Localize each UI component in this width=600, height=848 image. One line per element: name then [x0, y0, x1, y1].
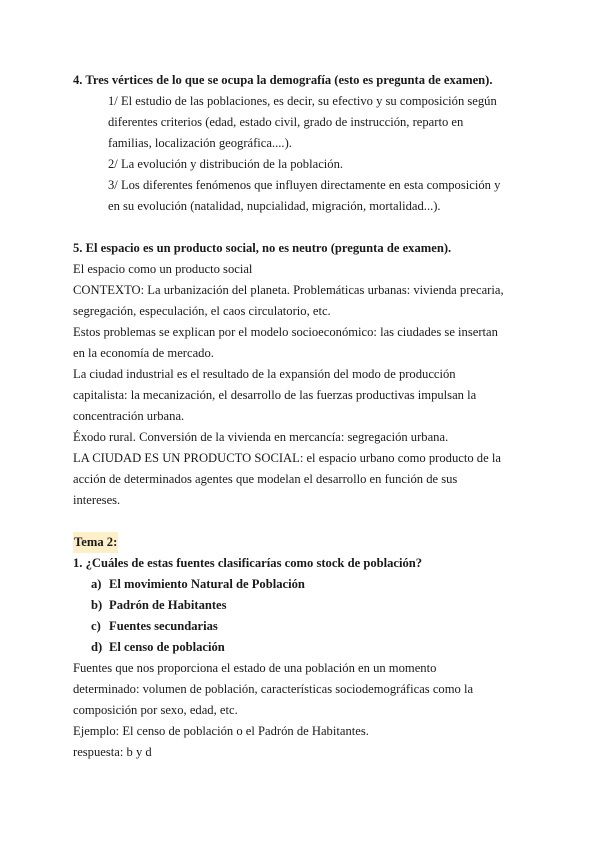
section-4-line: diferentes criterios (edad, estado civil, grado de instrucción, reparto en	[108, 115, 464, 129]
tema-2-answer: respuesta: b y d	[73, 745, 152, 759]
tema-2-question: 1. ¿Cuáles de estas fuentes clasificarías como stock de población?	[73, 556, 423, 570]
option-letter: d)	[91, 640, 103, 654]
section-5-line: intereses.	[73, 493, 121, 507]
section-5-line: Estos problemas se explican por el modelo socioeconómico: las ciudades se insertan	[73, 325, 498, 339]
section-5-line: capitalista: la mecanización, el desarrollo de las fuerzas productivas impulsan la	[73, 388, 477, 402]
document-page	[73, 70, 543, 763]
option-letter: c)	[91, 619, 101, 633]
answer-option-a	[73, 574, 543, 595]
section-5-line: El espacio como un producto social	[73, 262, 253, 276]
section-4-line: familias, localización geográfica....).	[108, 136, 292, 150]
answer-option-d	[73, 637, 543, 658]
section-4-line: 2/ La evolución y distribución de la población.	[108, 157, 344, 171]
section-5-line: concentración urbana.	[73, 409, 185, 423]
section-5-line: Éxodo rural. Conversión de la vivienda en mercancía: segregación urbana.	[73, 430, 449, 444]
tema-2-line: Ejemplo: El censo de población o el Padrón de Habitantes.	[73, 724, 369, 738]
tema-2-line: determinado: volumen de población, características sociodemográficas como la	[73, 682, 474, 696]
section-4-line: en su evolución (natalidad, nupcialidad, migración, mortalidad...).	[108, 199, 441, 213]
option-letter: b)	[91, 598, 103, 612]
answer-option-c	[73, 616, 543, 637]
section-4-line: 3/ Los diferentes fenómenos que influyen directamente en esta composición y	[108, 178, 501, 192]
section-5-line: acción de determinados agentes que modelan el desarrollo en función de sus	[73, 472, 458, 486]
section-5-line: La ciudad industrial es el resultado de la expansión del modo de producción	[73, 367, 456, 381]
tema-2-line: Fuentes que nos proporciona el estado de una población en un momento	[73, 661, 437, 675]
section-5-line: CONTEXTO: La urbanización del planeta. Problemáticas urbanas: vivienda precaria,	[73, 283, 504, 297]
spacer	[73, 511, 543, 532]
section-4-heading: 4. Tres vértices de lo que se ocupa la demografía (esto es pregunta de examen).	[73, 73, 493, 87]
section-5-line: LA CIUDAD ES UN PRODUCTO SOCIAL: el espacio urbano como producto de la	[73, 451, 501, 465]
spacer	[73, 217, 543, 238]
section-4-line: 1/ El estudio de las poblaciones, es decir, su efectivo y su composición según	[108, 94, 497, 108]
section-5-line: en la economía de mercado.	[73, 346, 214, 360]
option-text: Fuentes secundarias	[109, 619, 218, 633]
option-letter: a)	[91, 577, 102, 591]
tema-2-line: composición por sexo, edad, etc.	[73, 703, 238, 717]
option-text: El movimiento Natural de Población	[109, 577, 305, 591]
tema-2-label: Tema 2:	[73, 532, 118, 553]
section-5-line: segregación, especulación, el caos circulatorio, etc.	[73, 304, 331, 318]
option-text: Padrón de Habitantes	[109, 598, 227, 612]
option-text: El censo de población	[109, 640, 225, 654]
answer-option-b	[73, 595, 543, 616]
section-5-heading: 5. El espacio es un producto social, no es neutro (pregunta de examen).	[73, 241, 452, 255]
